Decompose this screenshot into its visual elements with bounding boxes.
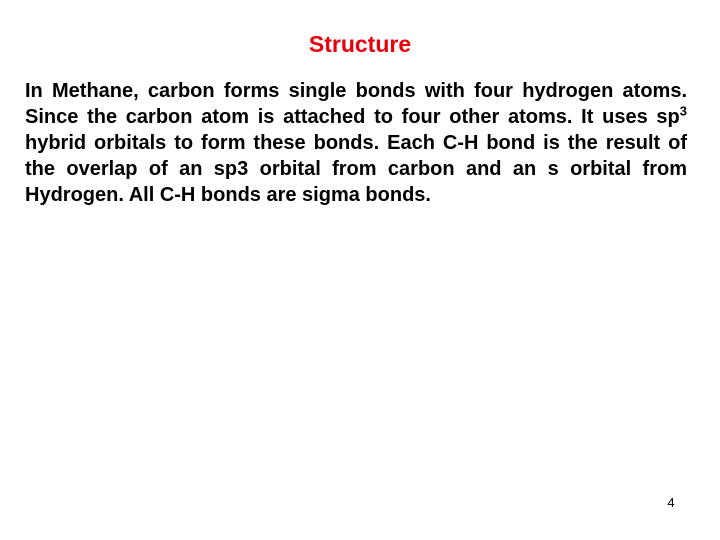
slide-title: Structure [308, 31, 412, 57]
page-number: 4 [667, 495, 675, 510]
paragraph-text-part2: hybrid orbitals to form these bonds. Each C-H bond is the result of the overlap of an sp3 orbital from carbon and an s orbital from Hydrogen. All C-H bonds are sigma bonds. [25, 132, 687, 206]
paragraph-text-part1: In Methane, carbon forms single bonds with four hydrogen atoms. Since the carbon atom is attached to four other atoms. It uses sp [25, 80, 687, 128]
superscript-3: 3 [679, 103, 687, 119]
body-paragraph [25, 78, 687, 208]
